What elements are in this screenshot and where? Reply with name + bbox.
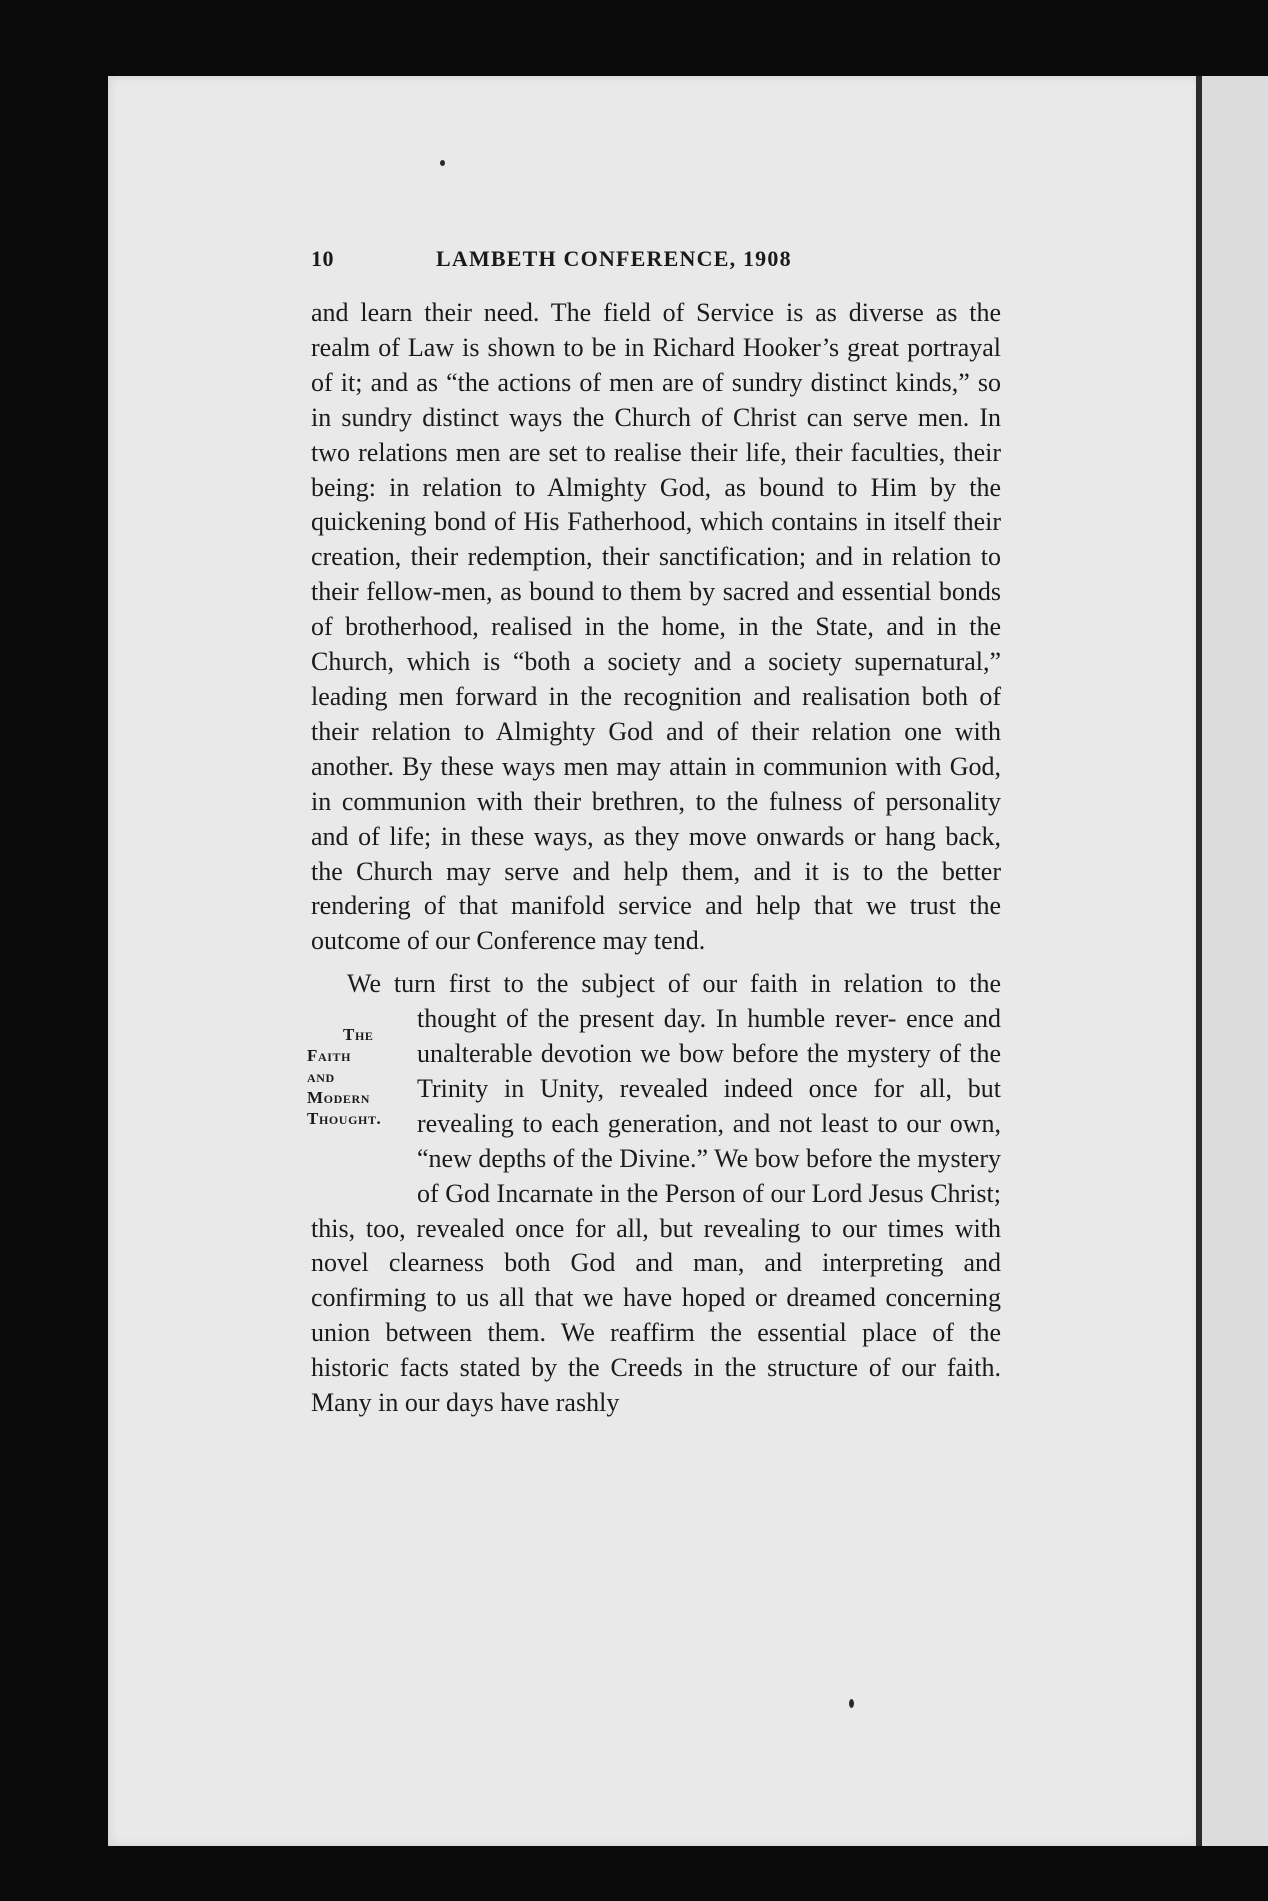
dust-speck [849, 1699, 854, 1708]
running-head-title: LAMBETH CONFERENCE, 1908 [436, 246, 792, 271]
margin-sidenote [307, 1002, 417, 1200]
sidenote-line: Modern [307, 1088, 370, 1108]
page-number: 10 [311, 246, 334, 271]
sidenote-line: and [307, 1067, 335, 1087]
body-text [307, 296, 1002, 1421]
paragraph-2 [307, 967, 1002, 1421]
sidenote-line: Thought. [307, 1109, 382, 1129]
sidenote-line: Faith [307, 1046, 352, 1066]
sidenote-line: The [343, 1025, 374, 1045]
paragraph-1: and learn their need. The field of Service is as diverse as the realm of Law is shown to be in Richard Hooker’s great portrayal of it; and as “the actions of men are of sundry distinct kinds,” so in sundry distinct ways the Church of Christ can serve men. In two relations men are set to realise their life, their faculties, their being: in relation to Almighty God, as bound to Him by the quickening bond of His Fatherhood, which contains in itself their creation, their redemption, their sanctification; and in relation to their fellow-men, as bound to them by sacred and essential bonds of brotherhood, realised in the home, in the State, and in the Church, which is “both a society and a society supernatural,” leading men forward in the recognition and realisation both of their relation to Almighty God and of their relation one with another. By these ways men may attain in communion with God, in communion with their brethren, to the fulness of personality and of life; in these ways, as they move onwards or hang back, the Church may serve and help them, and it is to the better rendering of that manifold service and help that we trust the outcome of our Conference may tend. [311, 298, 1001, 956]
paragraph-2-rest: ence and unalterable devotion we bow before the mystery of the Trinity in Unity, revealed indeed once for all, but revealing to each generation, and not least to our own, “new depths of the Divine.” We bow before the mystery of God Incarnate in the Person of our Lord Jesus Christ; this, too, revealed once for all, but revealing to our times with novel clearness both God and man, and interpreting and confirming to us all that we have hoped or dreamed concerning union between them. We reaffirm the essential place of the historic facts stated by the Creeds in the structure of our faith. Many in our days have rashly [311, 1004, 1002, 1418]
running-header [311, 246, 1001, 280]
dust-speck [440, 160, 445, 166]
paragraph-2-lead: We turn first to the subject of our faith in relation to the thought of the present day. In humble rever- [347, 969, 1001, 1034]
facing-page-edge [1202, 76, 1268, 1846]
